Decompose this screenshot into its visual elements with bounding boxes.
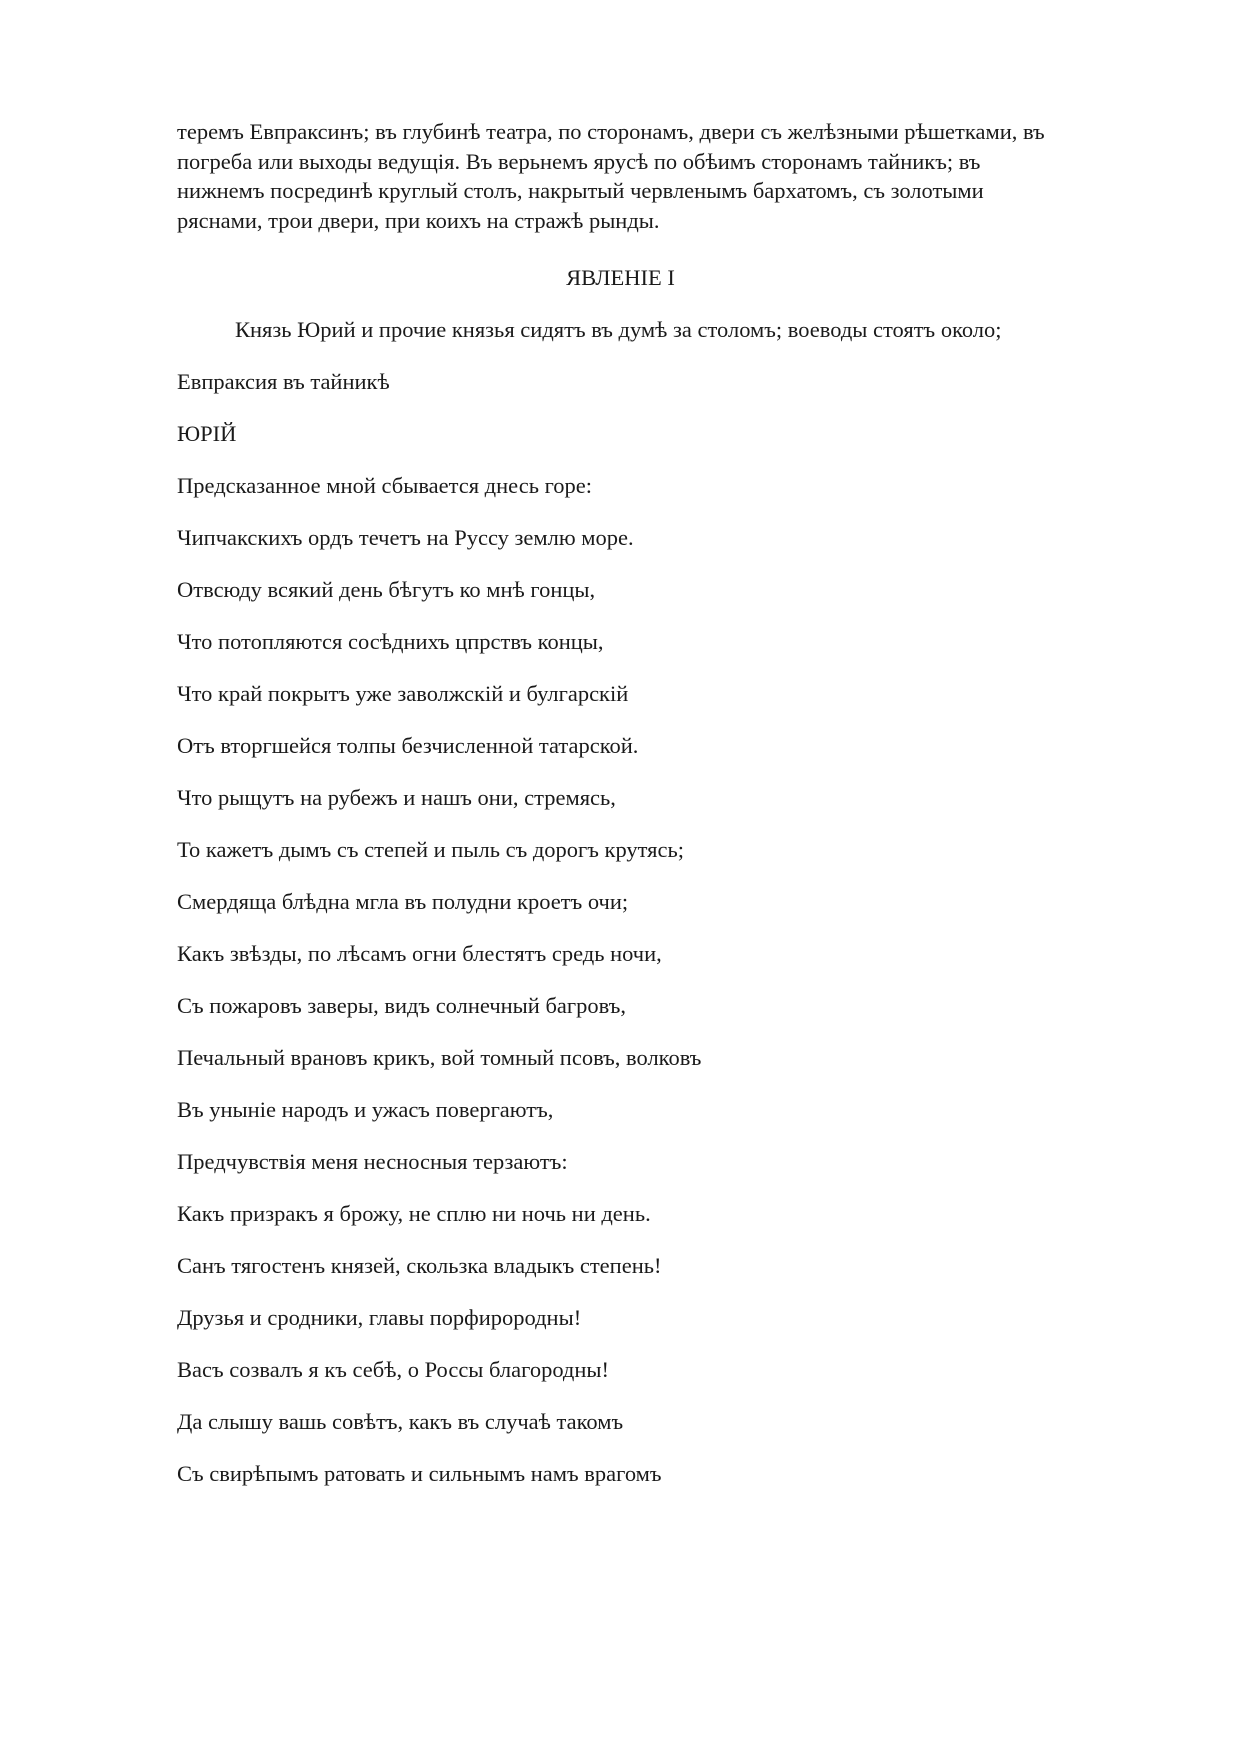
verse-line: Въ уныніе народъ и ужасъ повергаютъ, [177,1097,554,1122]
verse-line: Предчувствія меня несносныя терзаютъ: [177,1149,568,1174]
verse-line: Съ пожаровъ заверы, видъ солнечный багровъ, [177,993,626,1018]
stage-direction-continued: Евпраксия въ тайникѣ [177,369,390,394]
verse-line: Предсказанное мной сбывается днесь горе: [177,473,592,498]
intro-line: нижнемъ посрединѣ круглый столъ, накрытый червленымъ бархатомъ, съ золотыми [177,178,984,203]
intro-paragraph [177,117,1167,235]
stage-direction: Князь Юрий и прочие князья сидятъ въ думѣ за столомъ; воеводы стоятъ около; [235,317,1002,342]
speaker-name: ЮРІЙ [177,421,237,446]
verse-line: Что край покрытъ уже заволжскій и булгарскій [177,681,629,706]
verse-line: Какъ призракъ я брожу, не сплю ни ночь ни день. [177,1201,651,1226]
intro-line: ряснами, трои двери, при коихъ на стражѣ рынды. [177,207,660,233]
verse-line: Чипчакскихъ ордъ течетъ на Руссу землю море. [177,525,634,550]
intro-line: теремъ Евпраксинъ; въ глубинѣ театра, по сторонамъ, двери съ желѣзными рѣшетками, въ [177,119,1045,144]
verse-line: Съ свирѣпымъ ратовать и сильнымъ намъ врагомъ [177,1461,662,1486]
verse-line: Печальный врановъ крикъ, вой томный псовъ, волковъ [177,1045,702,1070]
intro-line: погреба или выходы ведущія. Въ верьнемъ ярусѣ по обѣимъ сторонамъ тайникъ; въ [177,148,981,174]
verse-line: Отъ вторгшейся толпы безчисленной татарской. [177,733,639,758]
verse-line: Да слышу вашь совѣтъ, какъ въ случаѣ такомъ [177,1409,624,1434]
verse-line: То кажетъ дымъ съ степей и пыль съ дорогъ крутясь; [177,837,685,862]
verse-line: Отвсюду всякий день бѣгутъ ко мнѣ гонцы, [177,577,596,602]
scene-heading: ЯВЛЕНІЕ I [566,265,675,290]
verse-line: Что потопляются сосѣднихъ цпрствъ концы, [177,629,604,654]
verse-line: Какъ звѣзды, по лѣсамъ огни блестятъ средь ночи, [177,941,662,966]
verse-line: Васъ созвалъ я къ себѣ, о Россы благородны! [177,1357,610,1382]
verse-line: Санъ тягостенъ князей, скользка владыкъ степень! [177,1253,662,1278]
verse-line: Друзья и сродники, главы порфирородны! [177,1305,582,1330]
verse-line: Смердяща блѣдна мгла въ полудни кроетъ очи; [177,889,629,914]
verse-line: Что рыщутъ на рубежъ и нашъ они, стремясь, [177,785,616,810]
